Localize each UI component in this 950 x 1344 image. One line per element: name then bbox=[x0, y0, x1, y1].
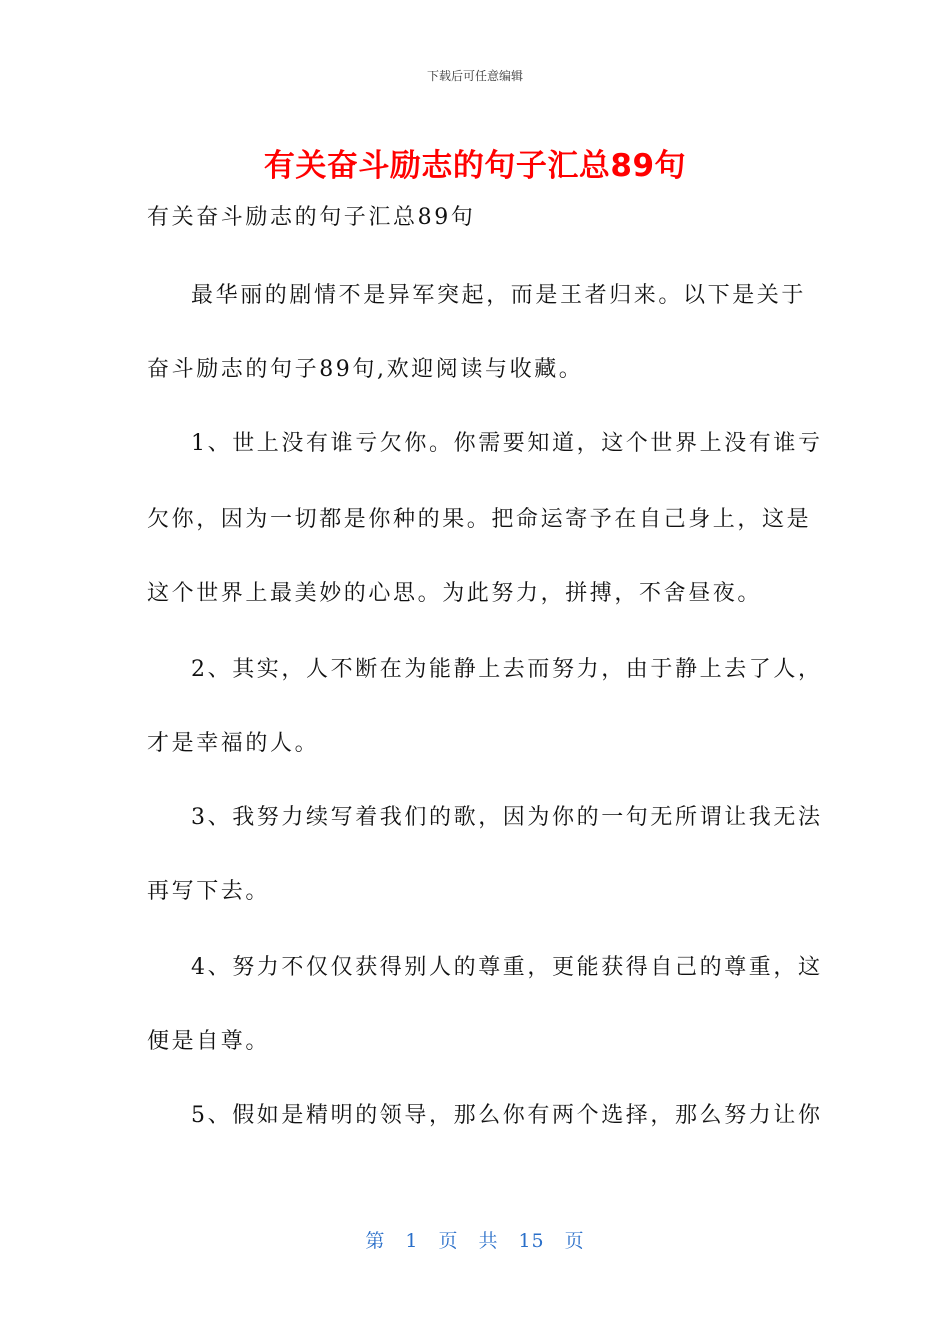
paragraph-line: 4、努力不仅仅获得别人的尊重，更能获得自己的尊重，这 bbox=[191, 955, 823, 980]
paragraph-line: 欠你，因为一切都是你种的果。把命运寄予在自己身上，这是 bbox=[147, 507, 812, 532]
paragraph-line: 3、我努力续写着我们的歌，因为你的一句无所谓让我无法 bbox=[191, 805, 823, 830]
paragraph-line: 再写下去。 bbox=[147, 879, 271, 904]
paragraph-line: 奋斗励志的句子89句,欢迎阅读与收藏。 bbox=[147, 357, 584, 382]
page-number-footer: 第 1 页 共 15 页 bbox=[365, 1230, 585, 1252]
paragraph-line: 1、世上没有谁亏欠你。你需要知道，这个世界上没有谁亏 bbox=[191, 431, 823, 456]
paragraph-line: 便是自尊。 bbox=[147, 1029, 271, 1054]
paragraph-line: 这个世界上最美妙的心思。为此努力，拼搏，不舍昼夜。 bbox=[147, 581, 763, 606]
document-title: 有关奋斗励志的句子汇总89句 bbox=[263, 148, 687, 184]
paragraph-line: 最华丽的剧情不是异军突起，而是王者归来。以下是关于 bbox=[191, 283, 807, 308]
paragraph-line: 5、假如是精明的领导，那么你有两个选择，那么努力让你 bbox=[191, 1103, 823, 1128]
paragraph-line: 2、其实，人不断在为能静上去而努力，由于静上去了人， bbox=[191, 657, 823, 682]
paragraph-line: 才是幸福的人。 bbox=[147, 731, 320, 756]
subtitle-line: 有关奋斗励志的句子汇总89句 bbox=[147, 205, 476, 230]
header-note: 下载后可任意编辑 bbox=[426, 69, 523, 83]
